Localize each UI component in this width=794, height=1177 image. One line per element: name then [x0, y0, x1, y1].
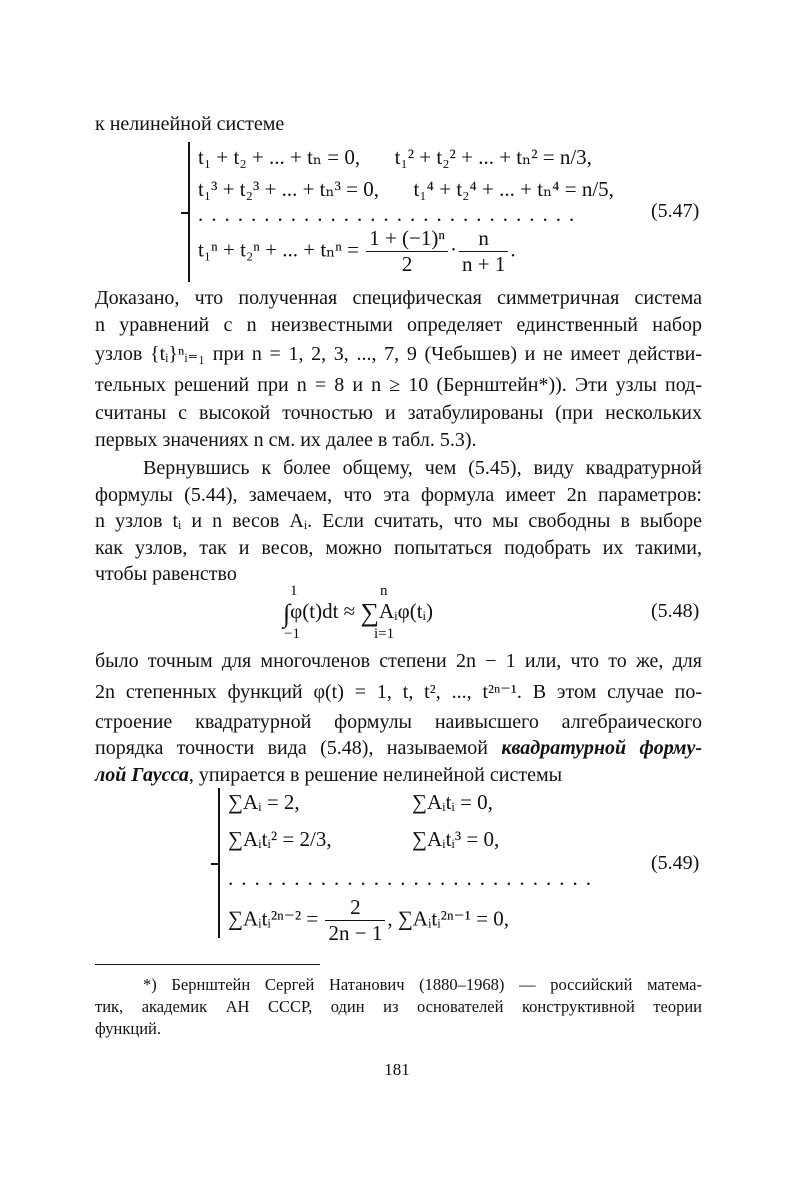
paragraph-1-line: первых значениях n см. их далее в табл. 5.3).: [95, 428, 477, 451]
eq548-int-lower: −1: [284, 626, 300, 642]
eq547-ellipsis-row: .............................: [198, 202, 583, 226]
paragraph-3: [95, 648, 702, 788]
paragraph-3-line: строение квадратурной формулы наивысшего алгебраического: [95, 710, 702, 733]
paragraph-1-line: считаны с высокой точностью и затабулированы (при нескольких: [95, 402, 702, 424]
paragraph-3-line: лой Гаусса, упирается в решение нелинейной системы: [95, 763, 563, 786]
eq549-row4-rhs: ∑Aᵢtᵢ²ⁿ⁻¹ = 0,: [397, 906, 510, 931]
eq549-row1: [228, 790, 493, 815]
eq547-row2-rhs: t₁⁴ + t₂⁴ + ... + tₙ⁴ = n/5,: [413, 177, 614, 201]
page-number: 181: [384, 1060, 410, 1079]
footnote-line: *) Бернштейн Сергей Натанович (1880–1968) — российский матема-: [143, 975, 702, 994]
eq547-number: (5.47): [651, 200, 700, 222]
eq549-row4: ∑Aᵢtᵢ²ⁿ⁻² = $\frac{2}{2n - 1}$ , ∑Aᵢtᵢ²ⁿ⁻¹ = 0,: [228, 895, 510, 945]
eq547-row1-lhs: t₁ + t₂ + ... + tₙ = 0,: [198, 145, 361, 169]
eq549-frac-denominator: 2n − 1: [328, 921, 383, 945]
footnote-divider: [95, 964, 320, 965]
eq548-sum-upper: n: [380, 583, 388, 599]
paragraph-2-line: чтобы равенство: [95, 563, 237, 585]
sum-sign-icon: ∑: [360, 598, 379, 627]
paragraph-3-line: порядка точности вида (5.48), называемой квадратурной форму-: [95, 737, 702, 759]
eq549-row1-lhs: ∑Aᵢ = 2,: [228, 790, 300, 814]
emphasis-term-1: квадратурной форму-: [501, 737, 702, 759]
paragraph-1-line: n уравнений с n неизвестными определяет единственный набор: [95, 313, 702, 336]
eq549-row2-rhs: ∑Aᵢtᵢ³ = 0,: [412, 827, 500, 851]
eq548-integrand: φ(t)dt ≈: [290, 599, 356, 623]
footnote: [95, 974, 702, 1040]
eq549-frac-numerator: 2: [325, 895, 385, 921]
eq547-row4: t₁ⁿ + t₂ⁿ + ... + tₙⁿ = $\frac{\text{1 + (−1)ⁿ}}{2}$ · $\frac{n}{n + 1}$ .: [198, 226, 516, 276]
paragraph-2-line: n узлов tᵢ и n весов Aᵢ. Если считать, что мы свободны в выборе: [95, 510, 702, 532]
eq547-fraction-2: [459, 226, 508, 277]
emphasis-term-2: лой Гаусса: [95, 763, 189, 786]
eq549-row2-lhs: ∑Aᵢtᵢ² = 2/3,: [228, 827, 332, 851]
footnote-line: функций.: [95, 1019, 161, 1038]
paragraph-2-line: Вернувшись к более общему, чем (5.45), виду квадратурной: [143, 457, 702, 479]
eq547-row2-lhs: t₁³ + t₂³ + ... + tₙ³ = 0,: [198, 177, 379, 201]
eq548-body: [283, 598, 433, 629]
paragraph-2-line: формулы (5.44), замечаем, что эта формула имеет 2n параметров:: [95, 483, 702, 506]
system-brace: [188, 142, 190, 282]
eq549-row4-lhs: ∑Aᵢtᵢ²ⁿ⁻² =: [228, 906, 319, 931]
eq547-frac1-denominator: 2: [401, 252, 413, 276]
intro-text: к нелинейной системе: [95, 113, 285, 135]
eq547-frac2-denominator: n + 1: [462, 252, 506, 276]
paragraph-1-line: Доказано, что полученная специфическая симметричная система: [95, 287, 702, 309]
paragraph-1-line: узлов {tᵢ}ⁿᵢ₌₁ при n = 1, 2, 3, ..., 7, 9 (Чебышев) и не имеет действи-: [95, 343, 702, 365]
paragraph-3-line: 2n степенных функций φ(t) = 1, t, t², ..., t²ⁿ⁻¹. В этом случае по-: [95, 680, 702, 703]
paragraph-2: [95, 455, 702, 588]
eq547-row1: [198, 145, 592, 170]
eq547-fraction-1: [366, 226, 448, 277]
eq548-sum-lower: i=1: [374, 626, 395, 642]
eq547-frac2-numerator: n: [459, 226, 508, 252]
eq549-ellipsis-row: ............................: [228, 866, 599, 890]
eq549-row2: [228, 827, 499, 852]
eq547-row2: [198, 177, 614, 202]
paragraph-3-line: было точным для многочленов степени 2n − 1 или, что то же, для: [95, 650, 702, 672]
paragraph-1-line: тельных решений при n = 8 и n ≥ 10 (Бернштейн*)). Эти узлы под-: [95, 374, 702, 396]
eq547-frac1-numerator: 1 + (−1)ⁿ: [366, 226, 448, 252]
eq549-fraction: [325, 895, 385, 946]
paragraph-1: [95, 285, 702, 453]
eq548-summand: Aᵢφ(tᵢ): [378, 599, 433, 623]
eq549-number: (5.49): [651, 852, 700, 874]
eq548-int-upper: 1: [290, 583, 298, 599]
eq547-row1-rhs: t₁² + t₂² + ... + tₙ² = n/3,: [394, 145, 592, 169]
integral-sign-icon: ∫: [283, 599, 291, 628]
eq548-number: (5.48): [651, 600, 700, 622]
footnote-line: тик, академик АН СССР, один из основателей конструктивной теории: [95, 997, 702, 1016]
eq549-row1-rhs: ∑Aᵢtᵢ = 0,: [412, 790, 493, 814]
system-brace: [218, 788, 220, 938]
eq547-row4-lhs: t₁ⁿ + t₂ⁿ + ... + tₙⁿ =: [198, 237, 359, 262]
paragraph-2-line: как узлов, так и весов, можно попытаться подобрать их такими,: [95, 536, 702, 559]
